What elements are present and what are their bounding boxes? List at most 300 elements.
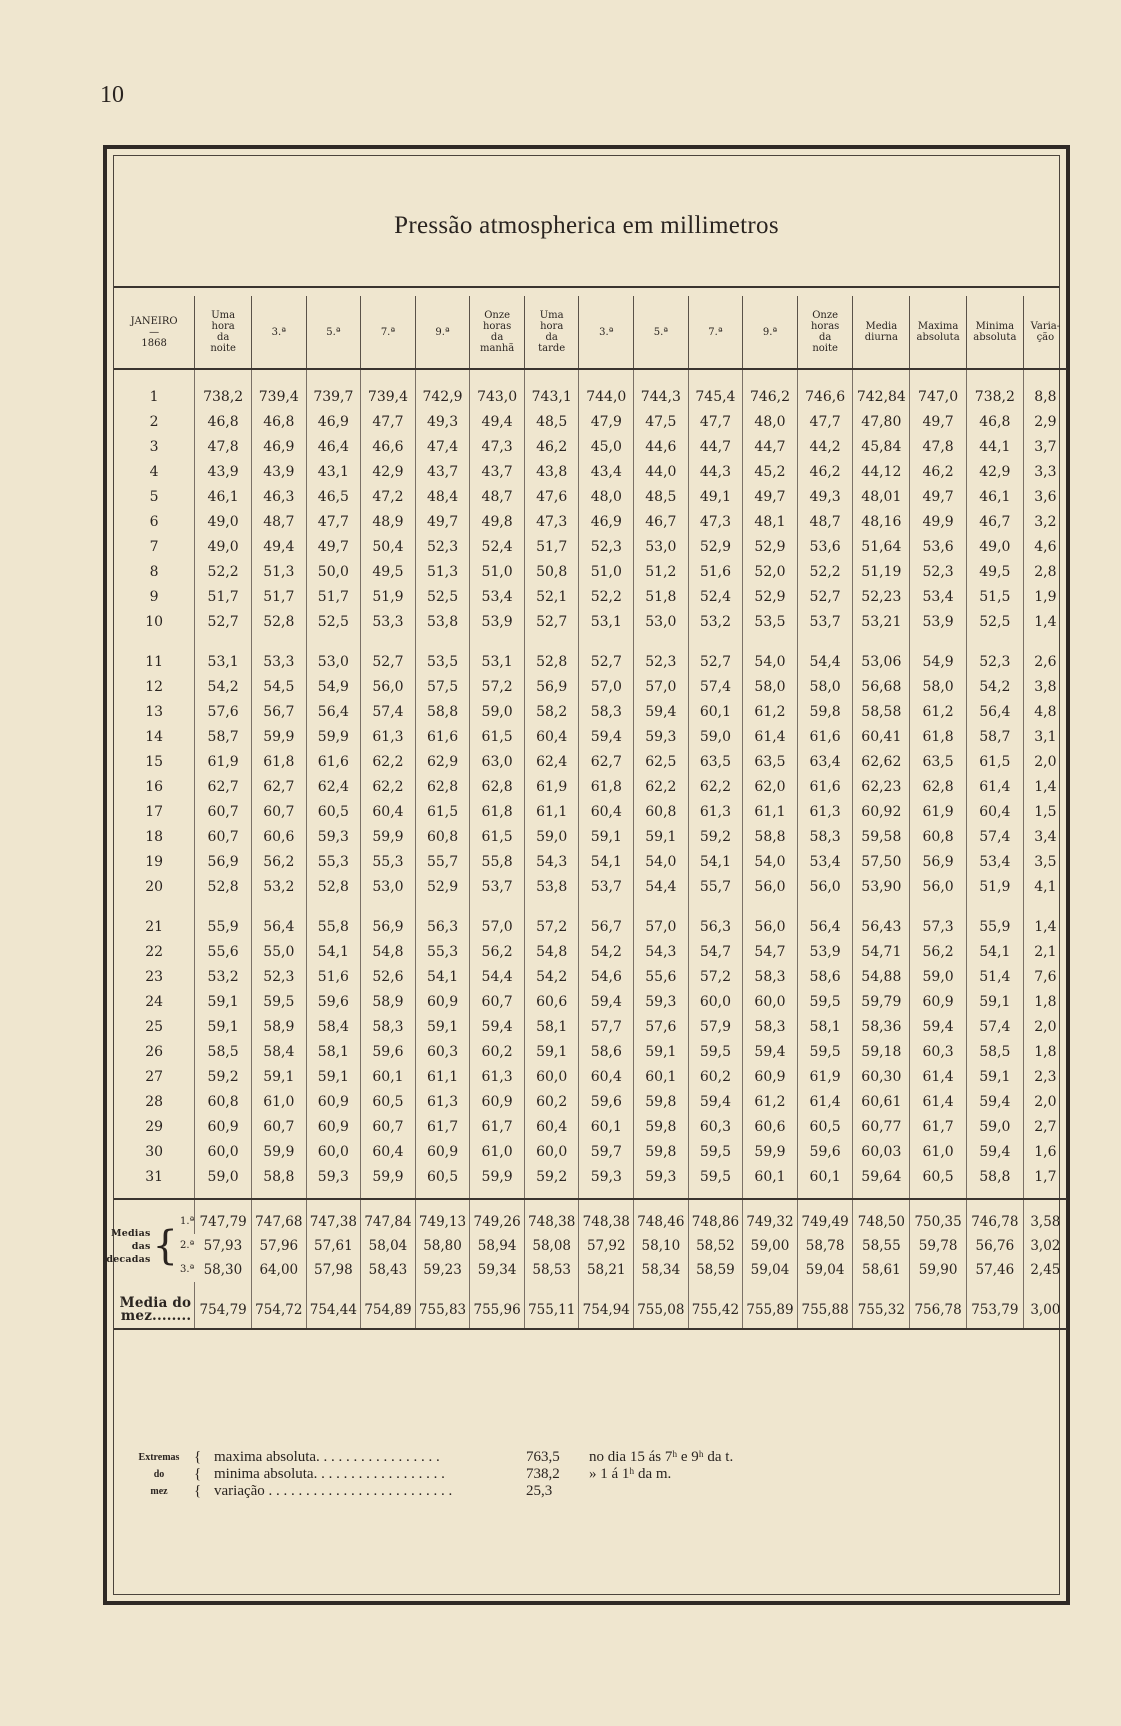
decade-value: 58,52 (688, 1234, 743, 1258)
spacer-cell (966, 1282, 1023, 1292)
value-cell: 59,58 (853, 825, 910, 850)
value-cell: 46,3 (252, 485, 307, 510)
day-cell: 4 (149, 464, 159, 480)
value-cell: 52,2 (195, 560, 252, 585)
value-cell: 60,6 (524, 990, 579, 1015)
day-cell: 26 (145, 1044, 164, 1060)
column-header: Media diurna (853, 296, 910, 369)
spacer-cell (579, 1282, 634, 1292)
table-row (114, 1090, 1067, 1115)
value-cell: 56,7 (579, 915, 634, 940)
value-cell: 59,9 (361, 1165, 416, 1190)
value-cell: 53,7 (470, 875, 525, 900)
value-cell: 2,0 (1023, 1015, 1067, 1040)
value-cell: 59,4 (910, 1015, 967, 1040)
column-header: 5.ª (634, 296, 689, 369)
decade-value: 59,04 (797, 1258, 853, 1282)
value-cell: 56,0 (910, 875, 967, 900)
value-cell: 53,9 (797, 940, 853, 965)
table-row (114, 585, 1067, 610)
value-cell: 57,7 (579, 1015, 634, 1040)
value-cell: 58,0 (797, 675, 853, 700)
value-cell: 51,8 (634, 585, 689, 610)
value-cell: 53,5 (415, 650, 470, 675)
day-cell: 22 (145, 944, 164, 960)
table-row (114, 965, 1067, 990)
value-cell: 59,1 (634, 825, 689, 850)
value-cell: 54,7 (743, 940, 798, 965)
spacer-cell (910, 1199, 967, 1210)
table-row (114, 875, 1067, 900)
spacer-cell (361, 1190, 416, 1199)
value-cell: 61,2 (743, 700, 798, 725)
extreme-text: variação . . . . . . . . . . . . . . . . . . . . . . . . . (214, 1483, 453, 1499)
spacer-cell (910, 1190, 967, 1199)
value-cell: 61,4 (966, 775, 1023, 800)
value-cell: 58,1 (797, 1015, 853, 1040)
value-cell: 51,7 (524, 535, 579, 560)
spacer-cell (688, 369, 743, 385)
value-cell: 58,9 (361, 990, 416, 1015)
decade-ordinal: 2.ª (179, 1240, 195, 1251)
month-mean-value: 754,44 (306, 1292, 361, 1329)
value-cell: 60,1 (361, 1065, 416, 1090)
value-cell: 58,7 (966, 725, 1023, 750)
header-row (114, 296, 1067, 369)
value-cell: 61,5 (966, 750, 1023, 775)
table-row (114, 435, 1067, 460)
table-row (114, 800, 1067, 825)
column-header: 5.ª (306, 296, 361, 369)
value-cell: 60,4 (579, 800, 634, 825)
value-cell: 60,4 (579, 1065, 634, 1090)
spacer-cell (910, 900, 967, 915)
value-cell: 55,9 (195, 915, 252, 940)
value-cell: 739,4 (361, 385, 416, 410)
spacer-cell (1023, 635, 1067, 650)
value-cell: 53,1 (195, 650, 252, 675)
spacer-cell (743, 635, 798, 650)
value-cell: 52,3 (579, 535, 634, 560)
value-cell: 59,6 (797, 1140, 853, 1165)
day-cell: 16 (145, 779, 164, 795)
value-cell: 60,1 (797, 1165, 853, 1190)
value-cell: 50,4 (361, 535, 416, 560)
value-cell: 58,1 (524, 1015, 579, 1040)
value-cell: 60,7 (252, 800, 307, 825)
day-cell: 13 (145, 704, 164, 720)
value-cell: 51,4 (966, 965, 1023, 990)
value-cell: 61,1 (415, 1065, 470, 1090)
value-cell: 54,6 (579, 965, 634, 990)
value-cell: 58,0 (743, 675, 798, 700)
value-cell: 54,2 (966, 675, 1023, 700)
value-cell: 47,7 (797, 410, 853, 435)
value-cell: 59,1 (579, 825, 634, 850)
decade-value: 59,23 (415, 1258, 470, 1282)
spacer-cell (306, 1282, 361, 1292)
value-cell: 59,1 (966, 990, 1023, 1015)
value-cell: 62,9 (415, 750, 470, 775)
spacer-cell (524, 1190, 579, 1199)
value-cell: 59,5 (688, 1040, 743, 1065)
value-cell: 56,0 (743, 915, 798, 940)
value-cell: 53,2 (688, 610, 743, 635)
value-cell: 59,1 (195, 990, 252, 1015)
value-cell: 43,9 (252, 460, 307, 485)
decade-value: 746,78 (966, 1210, 1023, 1234)
value-cell: 51,7 (195, 585, 252, 610)
spacer-cell (361, 900, 416, 915)
spacer-cell (910, 1282, 967, 1292)
value-cell: 52,4 (470, 535, 525, 560)
value-cell: 58,4 (252, 1040, 307, 1065)
value-cell: 54,4 (797, 650, 853, 675)
value-cell: 58,7 (195, 725, 252, 750)
value-cell: 43,7 (470, 460, 525, 485)
value-cell: 60,9 (470, 1090, 525, 1115)
day-cell: 23 (145, 969, 164, 985)
value-cell: 43,4 (579, 460, 634, 485)
decade-value: 56,76 (966, 1234, 1023, 1258)
column-header: 3.ª (579, 296, 634, 369)
decade-value: 749,26 (470, 1210, 525, 1234)
value-cell: 58,36 (853, 1015, 910, 1040)
table-row (114, 1115, 1067, 1140)
table-row (114, 460, 1067, 485)
value-cell: 61,3 (415, 1090, 470, 1115)
decade-value: 748,46 (634, 1210, 689, 1234)
value-cell: 59,79 (853, 990, 910, 1015)
value-cell: 59,9 (306, 725, 361, 750)
column-header: Maxima absoluta (910, 296, 967, 369)
spacer-cell (634, 635, 689, 650)
day-cell: 31 (145, 1169, 164, 1185)
value-cell: 61,0 (910, 1140, 967, 1165)
value-cell: 59,0 (910, 965, 967, 990)
value-cell: 61,4 (743, 725, 798, 750)
value-cell: 61,1 (743, 800, 798, 825)
value-cell: 60,9 (415, 1140, 470, 1165)
spacer-cell (634, 1199, 689, 1210)
day-cell: 8 (149, 564, 159, 580)
value-cell: 55,8 (470, 850, 525, 875)
value-cell: 60,1 (634, 1065, 689, 1090)
value-cell: 61,4 (910, 1065, 967, 1090)
value-cell: 59,1 (524, 1040, 579, 1065)
spacer-cell (195, 635, 252, 650)
value-cell: 47,6 (524, 485, 579, 510)
separator-row (114, 1190, 1067, 1199)
value-cell: 60,0 (524, 1140, 579, 1165)
page-title: Pressão atmospherica em millimetros (394, 212, 779, 239)
value-cell: 49,4 (470, 410, 525, 435)
value-cell: 52,3 (634, 650, 689, 675)
decade-value: 747,38 (306, 1210, 361, 1234)
value-cell: 59,3 (306, 1165, 361, 1190)
decade-value: 2,45 (1023, 1258, 1067, 1282)
decade-row (114, 1210, 1067, 1234)
value-cell: 63,4 (797, 750, 853, 775)
table-row (114, 725, 1067, 750)
value-cell: 59,1 (252, 1065, 307, 1090)
value-cell: 60,1 (579, 1115, 634, 1140)
value-cell: 60,77 (853, 1115, 910, 1140)
value-cell: 44,7 (688, 435, 743, 460)
value-cell: 51,64 (853, 535, 910, 560)
value-cell: 60,3 (415, 1040, 470, 1065)
value-cell: 60,8 (415, 825, 470, 850)
spacer-cell (853, 900, 910, 915)
decade-value: 59,78 (910, 1234, 967, 1258)
value-cell: 54,4 (634, 875, 689, 900)
column-header: 9.ª (743, 296, 798, 369)
value-cell: 59,3 (634, 990, 689, 1015)
value-cell: 54,1 (306, 940, 361, 965)
decade-value: 59,04 (743, 1258, 798, 1282)
spacer-cell (114, 1282, 195, 1292)
value-cell: 58,9 (252, 1015, 307, 1040)
day-cell: 18 (145, 829, 164, 845)
month-mean-value: 755,42 (688, 1292, 743, 1329)
value-cell: 53,1 (579, 610, 634, 635)
spacer-cell (797, 1282, 853, 1292)
value-cell: 2,1 (1023, 940, 1067, 965)
spacer-row (114, 1282, 1067, 1292)
day-cell: 11 (145, 654, 164, 670)
value-cell: 58,6 (797, 965, 853, 990)
title-rule (114, 286, 1059, 288)
value-cell: 59,2 (195, 1065, 252, 1090)
value-cell: 61,1 (524, 800, 579, 825)
value-cell: 59,4 (966, 1090, 1023, 1115)
spacer-cell (195, 1199, 252, 1210)
value-cell: 62,62 (853, 750, 910, 775)
value-cell: 53,0 (306, 650, 361, 675)
value-cell: 52,3 (252, 965, 307, 990)
decade-row (114, 1258, 1067, 1282)
spacer-cell (853, 1190, 910, 1199)
value-cell: 57,5 (415, 675, 470, 700)
value-cell: 46,2 (797, 460, 853, 485)
table-row (114, 825, 1067, 850)
spacer-cell (415, 1199, 470, 1210)
value-cell: 46,2 (910, 460, 967, 485)
spacer-cell (966, 900, 1023, 915)
table-row (114, 410, 1067, 435)
spacer-cell (252, 900, 307, 915)
value-cell: 744,0 (579, 385, 634, 410)
value-cell: 746,6 (797, 385, 853, 410)
spacer-cell (634, 900, 689, 915)
value-cell: 49,0 (195, 510, 252, 535)
value-cell: 62,7 (252, 775, 307, 800)
decade-value: 749,13 (415, 1210, 470, 1234)
value-cell: 52,8 (306, 875, 361, 900)
spacer-cell (195, 369, 252, 385)
spacer-cell (114, 900, 195, 915)
value-cell: 59,6 (361, 1040, 416, 1065)
spacer-cell (910, 369, 967, 385)
value-cell: 61,8 (910, 725, 967, 750)
spacer-cell (579, 635, 634, 650)
value-cell: 61,6 (306, 750, 361, 775)
value-cell: 56,4 (306, 700, 361, 725)
table-row (114, 990, 1067, 1015)
decade-value: 59,00 (743, 1234, 798, 1258)
value-cell: 59,18 (853, 1040, 910, 1065)
value-cell: 46,9 (306, 410, 361, 435)
month-mean-value: 755,08 (634, 1292, 689, 1329)
month-mean-value: 754,72 (252, 1292, 307, 1329)
value-cell: 3,4 (1023, 825, 1067, 850)
value-cell: 54,9 (306, 675, 361, 700)
month-mean-value: 755,88 (797, 1292, 853, 1329)
day-cell: 21 (145, 919, 164, 935)
value-cell: 45,0 (579, 435, 634, 460)
value-cell: 44,12 (853, 460, 910, 485)
value-cell: 61,8 (252, 750, 307, 775)
table-row (114, 915, 1067, 940)
value-cell: 1,5 (1023, 800, 1067, 825)
spacer-cell (195, 1190, 252, 1199)
value-cell: 48,1 (743, 510, 798, 535)
value-cell: 55,8 (306, 915, 361, 940)
spacer-cell (579, 1199, 634, 1210)
decade-value: 57,46 (966, 1258, 1023, 1282)
value-cell: 60,7 (470, 990, 525, 1015)
spacer-cell (470, 900, 525, 915)
spacer-cell (743, 900, 798, 915)
value-cell: 56,9 (361, 915, 416, 940)
value-cell: 52,7 (361, 650, 416, 675)
value-cell: 60,0 (743, 990, 798, 1015)
spacer-cell (252, 1282, 307, 1292)
value-cell: 3,8 (1023, 675, 1067, 700)
spacer-cell (470, 1282, 525, 1292)
value-cell: 46,8 (252, 410, 307, 435)
value-cell: 48,5 (634, 485, 689, 510)
value-cell: 747,0 (910, 385, 967, 410)
value-cell: 61,9 (910, 800, 967, 825)
value-cell: 60,1 (743, 1165, 798, 1190)
value-cell: 63,5 (743, 750, 798, 775)
value-cell: 53,0 (634, 535, 689, 560)
value-cell: 54,8 (361, 940, 416, 965)
value-cell: 59,4 (688, 1090, 743, 1115)
value-cell: 46,4 (306, 435, 361, 460)
value-cell: 2,6 (1023, 650, 1067, 675)
value-cell: 56,0 (797, 875, 853, 900)
value-cell: 56,68 (853, 675, 910, 700)
decade-value: 58,08 (524, 1234, 579, 1258)
value-cell: 55,7 (415, 850, 470, 875)
spacer-cell (966, 635, 1023, 650)
month-mean-value: 755,32 (853, 1292, 910, 1329)
spacer-cell (470, 1199, 525, 1210)
value-cell: 54,2 (524, 965, 579, 990)
day-cell: 17 (145, 804, 164, 820)
value-cell: 54,1 (688, 850, 743, 875)
value-cell: 743,0 (470, 385, 525, 410)
decade-value: 58,78 (797, 1234, 853, 1258)
value-cell: 56,9 (195, 850, 252, 875)
decade-value: 58,30 (203, 1262, 243, 1278)
value-cell: 59,1 (195, 1015, 252, 1040)
value-cell: 52,5 (966, 610, 1023, 635)
extreme-value: 738,2 (526, 1466, 560, 1482)
value-cell: 62,7 (579, 750, 634, 775)
table-row (114, 610, 1067, 635)
value-cell: 1,6 (1023, 1140, 1067, 1165)
decades-brace: { (152, 1223, 178, 1269)
value-cell: 55,0 (252, 940, 307, 965)
spacer-cell (853, 1282, 910, 1292)
value-cell: 54,2 (195, 675, 252, 700)
decade-value: 750,35 (910, 1210, 967, 1234)
value-cell: 54,2 (579, 940, 634, 965)
decade-value: 59,34 (470, 1258, 525, 1282)
value-cell: 54,0 (743, 850, 798, 875)
month-mean-value: 755,83 (415, 1292, 470, 1329)
value-cell: 52,6 (361, 965, 416, 990)
spacer-cell (415, 369, 470, 385)
table-row (114, 1015, 1067, 1040)
value-cell: 46,7 (634, 510, 689, 535)
value-cell: 60,8 (910, 825, 967, 850)
value-cell: 61,7 (415, 1115, 470, 1140)
extreme-text: maxima absoluta. . . . . . . . . . . . . . . . . (214, 1449, 440, 1465)
spacer-cell (688, 635, 743, 650)
extremes-label: Extremas do mez (138, 1452, 180, 1497)
value-cell: 51,0 (470, 560, 525, 585)
table-row (114, 535, 1067, 560)
spacer-cell (415, 900, 470, 915)
decade-value: 58,94 (470, 1234, 525, 1258)
decade-value: 3,02 (1023, 1234, 1067, 1258)
day-cell: 30 (145, 1144, 164, 1160)
value-cell: 43,7 (415, 460, 470, 485)
value-cell: 62,23 (853, 775, 910, 800)
value-cell: 45,84 (853, 435, 910, 460)
table-frame-inner (106, 155, 1061, 1595)
value-cell: 53,4 (966, 850, 1023, 875)
decade-value: 748,86 (688, 1210, 743, 1234)
value-cell: 49,3 (797, 485, 853, 510)
value-cell: 51,5 (966, 585, 1023, 610)
spacer-cell (688, 1190, 743, 1199)
value-cell: 51,0 (579, 560, 634, 585)
table-row (114, 675, 1067, 700)
value-cell: 49,3 (415, 410, 470, 435)
spacer-cell (688, 900, 743, 915)
value-cell: 59,4 (579, 725, 634, 750)
spacer-cell (524, 1199, 579, 1210)
value-cell: 58,8 (966, 1165, 1023, 1190)
value-cell: 59,3 (306, 825, 361, 850)
spacer-row (114, 635, 1067, 650)
value-cell: 58,3 (743, 965, 798, 990)
value-cell: 57,4 (966, 825, 1023, 850)
value-cell: 46,9 (579, 510, 634, 535)
spacer-cell (634, 1282, 689, 1292)
table-row (114, 940, 1067, 965)
value-cell: 62,2 (361, 750, 416, 775)
table-row (114, 850, 1067, 875)
spacer-cell (252, 635, 307, 650)
value-cell: 61,5 (415, 800, 470, 825)
value-cell: 61,7 (470, 1115, 525, 1140)
